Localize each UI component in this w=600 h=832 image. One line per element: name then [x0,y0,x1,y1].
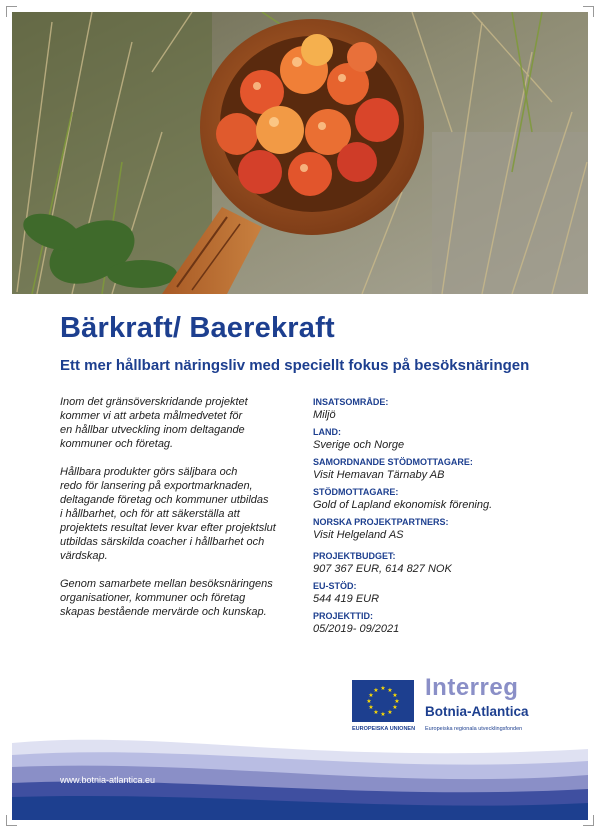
svg-text:★: ★ [392,704,398,711]
fact-stodmottagare [313,486,553,512]
interreg-wordmark: Interreg [425,674,519,701]
fact-norska-projektpartners [313,516,553,542]
fact-value: 05/2019- 09/2021 [313,623,400,635]
fact-value: Miljö [313,409,336,421]
program-region: Botnia-Atlantica [425,704,529,719]
fact-value: 544 419 EUR [313,593,380,605]
fact-label: LAND: [313,427,341,437]
fact-samordnande-stodmottagare [313,456,553,482]
svg-text:★: ★ [394,698,400,705]
fact-value: 907 367 EUR, 614 827 NOK [313,563,452,575]
page-title: Bärkraft/ Baerekraft [60,312,335,344]
eu-flag-icon [352,680,414,722]
fact-projekttid [313,610,553,636]
fund-caption: Europeiska regionala utvecklingsfonden [425,726,523,732]
fact-label: EU-STÖD: [313,581,357,591]
project-description [60,395,292,633]
fact-value: Gold of Lapland ekonomisk förening. [313,499,493,511]
fact-label: INSATSOMRÅDE: [313,397,389,407]
svg-text:★: ★ [380,711,386,718]
fact-insatsomrade [313,396,553,422]
svg-text:★: ★ [387,709,393,716]
svg-text:★: ★ [368,704,374,711]
project-facts [313,396,553,640]
cloudberry-photo [12,12,588,294]
fact-label: NORSKA PROJEKTPARTNERS: [313,517,449,527]
hero-photo [12,12,588,294]
svg-text:★: ★ [392,692,398,699]
description-paragraph: Hållbara produkter görs säljbara och redo för lansering på exportmarknaden, deltagande företag och kommuner utbildas i hållbarhet, och för att säkerställa att projektets resultat lever kvar efter projektslut utbildas särskilda coacher i hållbarhet och värdskap. [60,466,276,562]
svg-text:★: ★ [368,692,374,699]
fact-label: PROJEKTBUDGET: [313,551,396,561]
website-link[interactable]: www.botnia-atlantica.eu [60,775,156,785]
fact-label: SAMORDNANDE STÖDMOTTAGARE: [313,457,473,467]
fact-label: STÖDMOTTAGARE: [313,487,399,497]
svg-text:★: ★ [366,698,372,705]
fact-value: Visit Hemavan Tärnaby AB [313,469,445,481]
svg-text:★: ★ [380,685,386,692]
fact-label: PROJEKTTID: [313,611,374,621]
fact-value: Sverige och Norge [313,439,405,451]
svg-text:★: ★ [387,687,393,694]
description-paragraph: Genom samarbete mellan besöksnäringens organisationer, kommuner och företag skapas bestående mervärde och kunskap. [60,578,273,618]
svg-text:★: ★ [373,687,379,694]
fact-eu-stod [313,580,553,606]
fact-value: Visit Helgeland AS [313,529,404,541]
interreg-logo [352,676,552,736]
fact-land [313,426,553,452]
description-paragraph: Inom det gränsöverskridande projektet kommer vi att arbeta målmedvetet för en hållbar utveckling inom deltagande kommuner och företag. [60,396,248,450]
fact-projektbudget [313,550,553,576]
eu-caption: EUROPEISKA UNIONEN [352,726,416,732]
page-subtitle: Ett mer hållbart näringsliv med speciellt fokus på besöksnäringen [60,357,530,374]
svg-text:★: ★ [373,709,379,716]
